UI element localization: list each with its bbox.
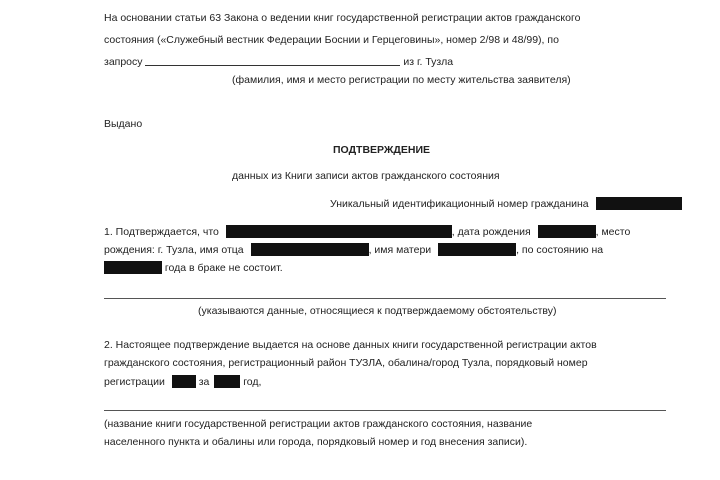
redacted-birth-date [538, 225, 596, 238]
request-line [104, 55, 453, 68]
for-label: за [198, 376, 210, 388]
section1-rule [104, 298, 666, 299]
redacted-reg-number [172, 375, 196, 388]
request-suffix: из г. Тузла [403, 56, 454, 68]
section1-text-f: , по состоянию на [516, 244, 604, 256]
requester-blank [145, 55, 400, 66]
section1-note: (указываются данные, относящиеся к подтверждаемому обстоятельству) [198, 305, 557, 317]
reg-label: регистрации [104, 376, 165, 388]
section2-note-text-1: (название книги государственной регистрации актов гражданского состояния, название [104, 418, 533, 430]
redacted-uid [596, 197, 682, 210]
section2-rule [104, 410, 666, 411]
section1-text-c: , место [595, 226, 631, 238]
issued-label: Выдано [104, 118, 143, 130]
document-title: ПОДТВЕРЖДЕНИЕ [333, 144, 431, 156]
section1-line3 [104, 261, 283, 274]
section2-line1 [104, 339, 666, 351]
request-note: (фамилия, имя и место регистрации по месту жительства заявителя) [232, 74, 571, 86]
document-subtitle: данных из Книги записи актов гражданского состояния [232, 170, 500, 182]
section1-line1 [104, 225, 630, 238]
section2-text-1: 2. Настоящее подтверждение выдается на основе данных книги государственной регистрации актов [104, 339, 597, 351]
section2-note-line2: населенного пункта и обалины или города, порядковый номер и год внесения записи). [104, 436, 528, 448]
redacted-name [226, 225, 452, 238]
header-line-1 [104, 12, 666, 24]
header-text-1: На основании статьи 63 Закона о ведении книг государственной регистрации актов гражданского [104, 12, 581, 24]
section1-text-d: рождения: г. Тузла, имя отца [104, 244, 244, 256]
section1-text-a: 1. Подтверждается, что [104, 226, 219, 238]
redacted-reg-year [214, 375, 240, 388]
header-text-2: состояния («Служебный вестник Федерации Боснии и Герцеговины», номер 2/98 и 48/99), по [104, 34, 559, 46]
section2-text-2: гражданского состояния, регистрационный район ТУЗЛА, обалина/город Тузла, порядковый номер [104, 357, 588, 369]
redacted-father-name [251, 243, 369, 256]
request-prefix: запросу [104, 56, 143, 68]
section1-line2 [104, 243, 603, 256]
redacted-mother-name [438, 243, 516, 256]
section2-line2 [104, 357, 666, 369]
section1-text-b: , дата рождения [451, 226, 531, 238]
section1-text-e: , имя матери [368, 244, 432, 256]
section1-text-g: года в браке не состоит. [164, 262, 283, 274]
section2-line3 [104, 375, 261, 388]
year-label: год, [243, 376, 262, 388]
uid-label: Уникальный идентификационный номер гражданина [330, 198, 589, 210]
header-line-2 [104, 34, 666, 46]
section2-note-line1 [104, 418, 666, 430]
uid-line [330, 197, 682, 210]
redacted-status-date [104, 261, 162, 274]
